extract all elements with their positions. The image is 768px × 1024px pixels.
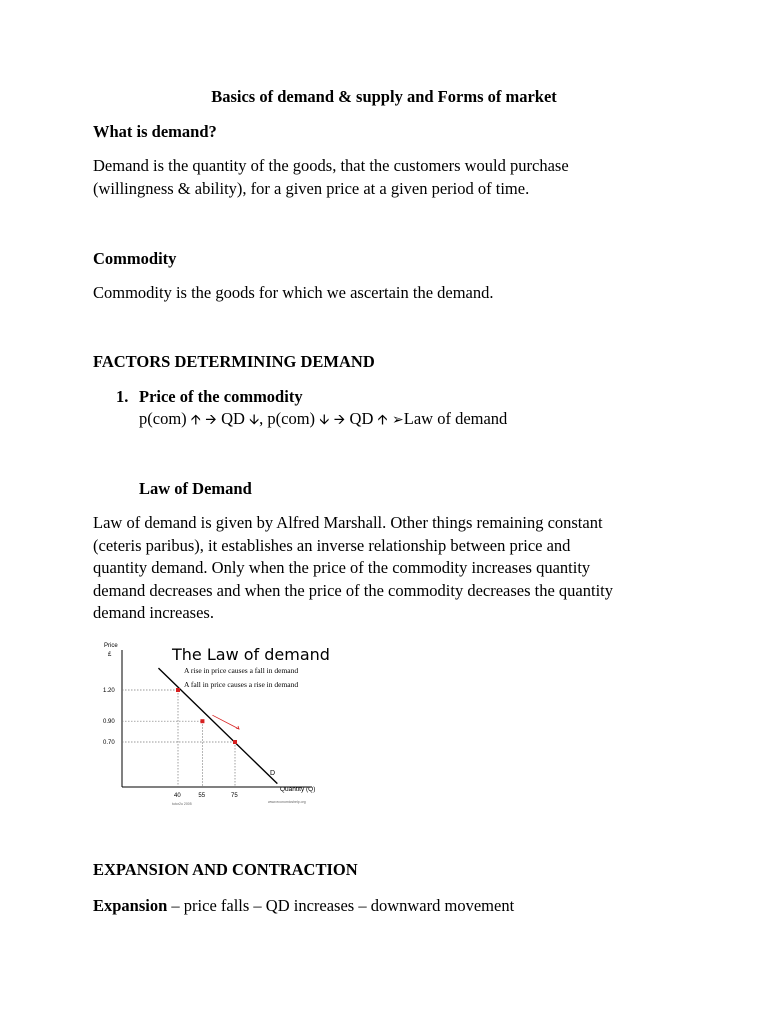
relation-text: Law of demand [403,409,508,428]
demand-point [176,688,180,692]
x-tick-label: 40 [174,793,181,799]
expansion-description: – price falls – QD increases – downward movement [167,896,515,915]
down-arrow-icon: 🡫 [249,412,260,428]
expansion-line [93,895,683,918]
watermark: www.economicshelp.org [268,800,306,804]
demand-point [200,719,204,723]
y-tick-label: 0.90 [103,719,115,726]
law-paragraph-line: (ceteris paribus), it establishes an inverse relationship between price and [93,536,571,555]
right-arrow-icon: 🡪 [329,412,350,428]
what-is-demand-heading: What is demand? [93,122,217,141]
relation-text: QD [221,409,250,428]
x-tick-label: 55 [198,793,206,799]
demand-point [233,740,237,744]
relation-text: p(com) [139,409,191,428]
arrow-bullet-icon: ➢ [387,412,404,428]
x-tick-label: 75 [231,793,238,799]
figure-subtitle-1: A rise in price causes a fall in demand [184,666,299,675]
figure-title: The Law of demand [172,645,330,664]
movement-arrow [212,715,239,729]
demand-definition-line-2: (willingness & ability), for a given price at a given period of time. [93,179,530,198]
law-paragraph-line: demand decreases and when the price of the commodity decreases the quantity [93,581,614,600]
figure-source: tutor2u 2005 [172,802,192,806]
list-number: 1. [116,387,129,406]
factor-1-title: Price of the commodity [139,387,303,406]
up-arrow-icon: 🡩 [190,412,201,428]
law-of-demand-figure [100,636,332,811]
up-arrow-icon: 🡩 [377,412,388,428]
x-axis-label: Quantity (Q) [280,786,316,793]
document-title: Basics of demand & supply and Forms of market [211,87,557,106]
law-paragraph-line: quantity demand. Only when the price of the commodity increases quantity [93,558,591,577]
right-arrow-icon: 🡪 [200,412,222,428]
relation-text: , p(com) [259,409,320,428]
law-of-demand-heading: Law of Demand [139,479,252,498]
law-paragraph-line: demand increases. [93,603,214,622]
down-arrow-icon: 🡫 [319,412,330,428]
demand-curve-chart [100,636,332,811]
y-axis-unit: £ [108,652,112,658]
curve-label: D [270,770,276,777]
factor-1-relation [139,408,699,432]
commodity-heading: Commodity [93,249,177,268]
expansion-contraction-heading: EXPANSION AND CONTRACTION [93,860,358,879]
law-paragraph-line: Law of demand is given by Alfred Marshall. Other things remaining constant [93,513,603,532]
relation-text: QD [349,409,378,428]
commodity-definition: Commodity is the goods for which we ascertain the demand. [93,283,494,302]
factors-heading: FACTORS DETERMINING DEMAND [93,352,375,371]
figure-subtitle-2: A fall in price causes a rise in demand [184,680,299,689]
y-axis-label: Price [104,643,118,649]
y-tick-label: 0.70 [103,740,115,746]
y-tick-label: 1.20 [103,688,115,694]
expansion-term: Expansion [93,896,168,915]
demand-definition-line-1: Demand is the quantity of the goods, that the customers would purchase [93,156,569,175]
